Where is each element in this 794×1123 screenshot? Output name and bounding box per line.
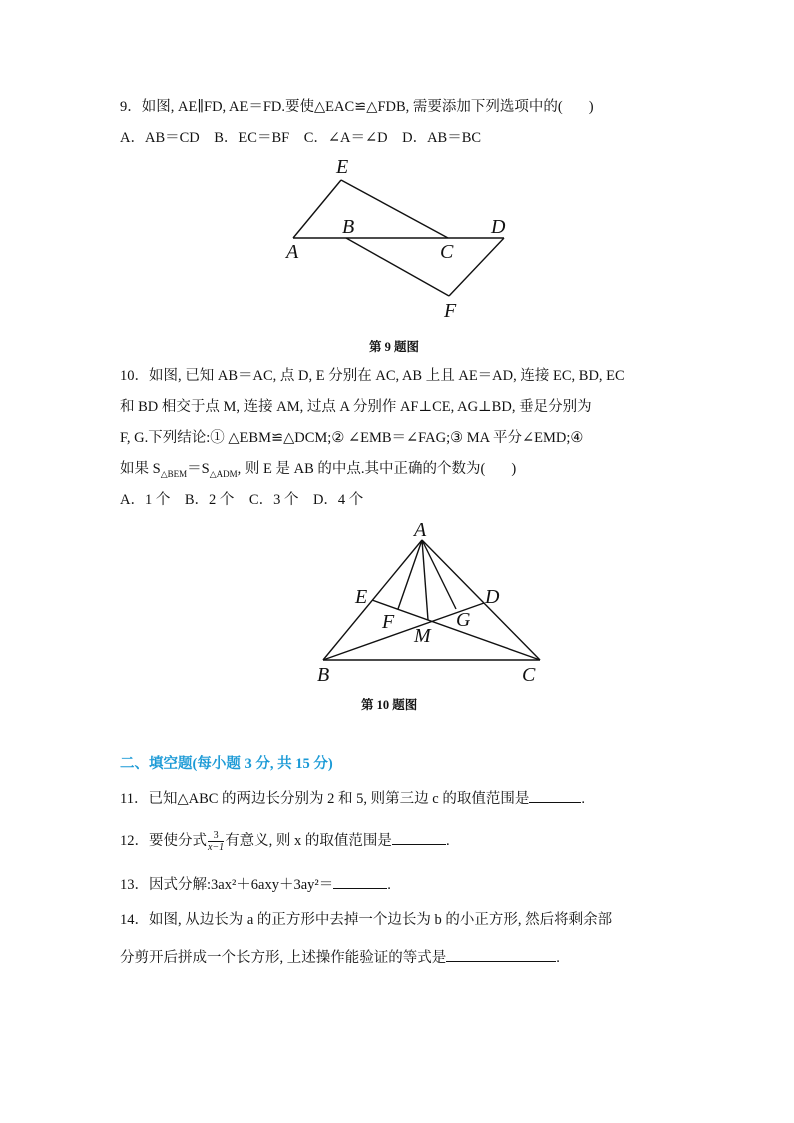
q11-text: 已知△ABC 的两边长分别为 2 和 5, 则第三边 c 的取值范围是 (148, 791, 530, 807)
q13-answer-blank[interactable] (333, 873, 387, 889)
section-title: 二、填空题(每小题 3 分, 共 15 分) (120, 756, 333, 772)
label-E: E (336, 156, 349, 178)
q10-line4 (120, 459, 516, 484)
q12-number: 12． (120, 833, 149, 849)
q12-answer-blank[interactable] (392, 829, 446, 845)
q10-line1 (120, 366, 625, 386)
q10-line3: F, G.下列结论:① △EBM≌△DCM;② ∠EMB＝∠FAG;③ MA 平分∠EMD;④ (120, 430, 584, 446)
q9-options: A．AB＝CD B．EC＝BF C．∠A＝∠D D．AB＝BC (120, 130, 482, 146)
q10-close-paren: ) (511, 461, 517, 477)
label-C: C (522, 664, 536, 686)
segment-BF (346, 238, 449, 296)
q9-number: 9． (120, 99, 142, 115)
q11-answer-blank[interactable] (529, 787, 581, 803)
segment-AE (293, 180, 341, 238)
label-M: M (414, 625, 431, 647)
q12-end: . (445, 833, 450, 849)
label-F: F (382, 611, 395, 633)
q10-line2: 和 BD 相交于点 M, 连接 AM, 过点 A 分别作 AF⊥CE, AG⊥BD, 垂足分别为 (120, 399, 592, 415)
label-B: B (342, 216, 355, 238)
segment-AC (422, 540, 540, 660)
q13-number: 13． (120, 877, 149, 893)
q10-line4-post: , 则 E 是 AB 的中点.其中正确的个数为( (237, 461, 486, 477)
q14-end: . (556, 950, 560, 966)
label-C: C (440, 241, 454, 263)
q14-answer-blank[interactable] (446, 946, 556, 962)
label-F: F (444, 300, 457, 322)
q14-line2 (120, 946, 560, 968)
label-D: D (485, 586, 500, 608)
segment-AM (422, 540, 428, 620)
label-E: E (355, 586, 368, 608)
q12-post: 有意义, 则 x 的取值范围是 (225, 833, 392, 849)
q12-pre: 要使分式 (149, 833, 207, 849)
q10-options: A．1 个 B．2 个 C．3 个 D．4 个 (120, 492, 364, 508)
segment-EC (341, 180, 448, 238)
label-D: D (491, 216, 506, 238)
q11-end: . (581, 791, 585, 807)
label-G: G (456, 609, 471, 631)
q13-text: 因式分解:3ax²＋6axy＋3ay²＝ (149, 877, 334, 893)
q10-line4-sub2: △ADM (209, 468, 238, 479)
q10-line4-mid: ＝S (187, 461, 210, 477)
q9-stem: 如图, AE∥FD, AE＝FD.要使△EAC≌△FDB, 需要添加下列选项中的( (141, 99, 563, 115)
label-B: B (317, 664, 330, 686)
q14-number: 14． (120, 912, 149, 928)
label-A: A (286, 241, 299, 263)
q10-number: 10． (120, 368, 149, 384)
q13-end: . (387, 877, 391, 893)
segment-AF (398, 540, 422, 609)
q12-fraction (208, 830, 224, 853)
q10-text-1: 如图, 已知 AB＝AC, 点 D, E 分别在 AC, AB 上且 AE＝AD, 连接 EC, BD, EC (149, 368, 625, 384)
segment-FD (449, 238, 504, 296)
q14-text-1: 如图, 从边长为 a 的正方形中去掉一个边长为 b 的小正方形, 然后将剩余部 (149, 912, 613, 928)
q9-caption: 第 9 题图 (369, 340, 420, 354)
q10-line4-sub1: △BEM (160, 468, 188, 479)
q10-caption: 第 10 题图 (361, 698, 418, 712)
q12-line (120, 829, 450, 853)
q14-text-2: 分剪开后拼成一个长方形, 上述操作能验证的等式是 (120, 950, 447, 966)
label-A: A (414, 519, 427, 541)
q12-frac-num: 3 (208, 830, 224, 842)
q10-line4-pre: 如果 S (120, 461, 161, 477)
q9-close-paren: ) (588, 99, 594, 115)
q13-line (120, 873, 391, 895)
q11-line (120, 787, 585, 809)
q12-frac-den: x−1 (208, 842, 225, 854)
q14-line1 (120, 910, 612, 930)
q11-number: 11． (120, 791, 149, 807)
